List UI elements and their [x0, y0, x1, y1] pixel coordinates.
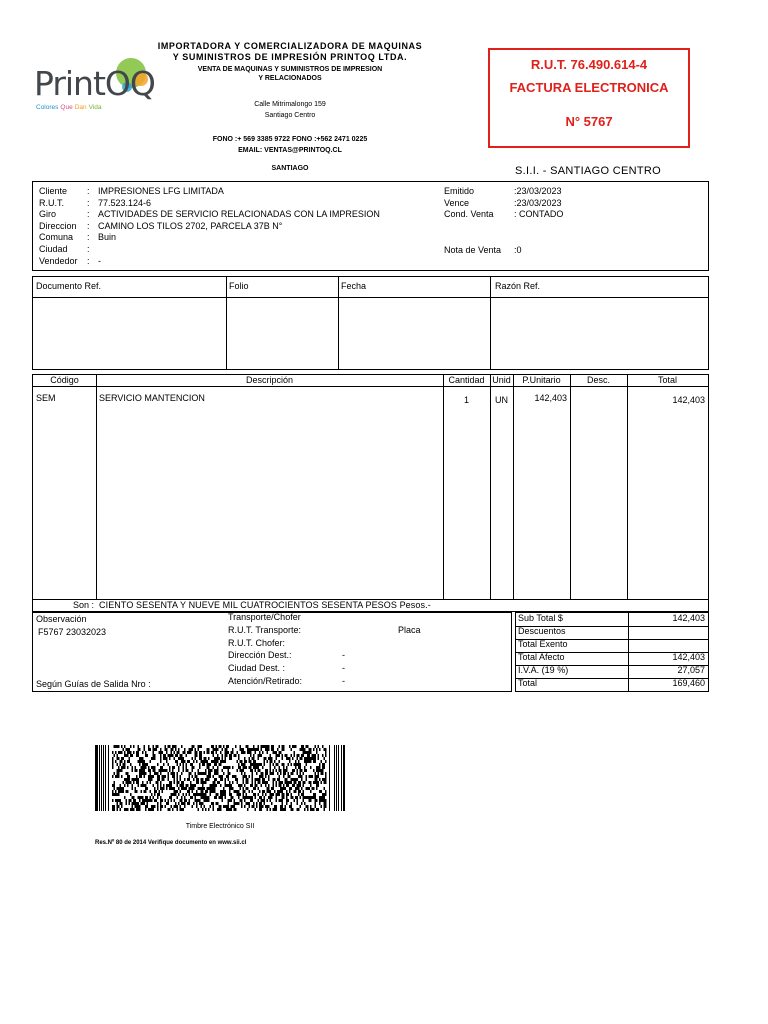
transport-field-label: R.U.T. Transporte: [228, 624, 302, 635]
total-value: 169,460 [672, 678, 705, 688]
customer-field-value: ACTIVIDADES DE SERVICIO RELACIONADAS CON LA IMPRESION [98, 209, 380, 220]
transport-field-label: Ciudad Dest. : [228, 663, 286, 674]
col-header-code: Código [50, 375, 79, 385]
date-field-label: Emitido [444, 186, 475, 196]
transport-field-value: - [342, 650, 345, 661]
company-address-line2: Santiago Centro [264, 112, 316, 119]
sii-document-box [488, 48, 690, 148]
customer-field-value: CAMINO LOS TILOS 2702, PARCELA 37B N° [98, 220, 283, 231]
customer-field-sep: : [87, 244, 90, 254]
total-label: I.V.A. (19 %) [518, 665, 569, 675]
transport-field-value: - [342, 676, 345, 686]
ref-header-reason: Razón Ref. [495, 281, 541, 291]
transport-field-label: Dirección Dest.: [228, 650, 292, 661]
date-field-label: Nota de Venta [444, 245, 502, 255]
company-activity-line1: VENTA DE MAQUINAS Y SUMINISTROS DE IMPRESION [197, 66, 383, 73]
date-field-value: :23/03/2023 [514, 186, 562, 196]
total-label: Total Exento [518, 639, 568, 649]
col-header-description: Descripción [245, 375, 294, 385]
total-value: 142,403 [672, 613, 705, 623]
customer-field-label: Cliente [39, 186, 68, 196]
company-email: EMAIL: VENTAS@PRINTOQ.CL [238, 147, 342, 154]
document-type: FACTURA ELECTRONICA [509, 80, 669, 95]
timbre-label: Timbre Electrónico SII [185, 823, 255, 830]
company-name-line2: Y SUMINISTROS DE IMPRESIÓN PRINTOQ LTDA. [172, 52, 408, 62]
ref-header-document: Documento Ref. [36, 281, 102, 291]
transport-field-label: Atención/Retirado: [228, 676, 303, 686]
col-header-discount: Desc. [586, 375, 610, 385]
observacion-value: F5767 23032023 [38, 627, 107, 637]
total-label: Descuentos [518, 626, 566, 636]
customer-field-value: Buin [98, 232, 117, 243]
customer-field-sep: : [87, 186, 90, 196]
ref-header-folio: Folio [229, 281, 249, 291]
col-header-unit-price: P.Unitario [522, 375, 561, 385]
document-number: N° 5767 [565, 114, 613, 129]
company-name-line1: IMPORTADORA Y COMERCIALIZADORA DE MAQUINAS [157, 41, 423, 51]
son-label: Son : [73, 600, 95, 610]
timbre-barcode [95, 745, 345, 811]
date-field-label: Cond. Venta [444, 209, 494, 220]
company-city: SANTIAGO [271, 165, 309, 172]
customer-field-sep: : [87, 232, 90, 243]
customer-field-sep: : [87, 220, 90, 231]
customer-field-sep: : [87, 255, 90, 266]
items-table [32, 374, 709, 612]
customer-field-label: Direccion [39, 220, 77, 231]
amount-in-words: CIENTO SESENTA Y NUEVE MIL CUATROCIENTOS SESENTA PESOS Pesos.- [99, 600, 431, 610]
customer-field-label: Vendedor [39, 255, 78, 266]
logo-tagline: Colores Que Dan Vida [36, 104, 102, 111]
sii-office: S.I.I. - SANTIAGO CENTRO [515, 165, 661, 177]
date-field-value: :0 [514, 245, 522, 255]
col-header-unit: Unid [492, 375, 511, 385]
transport-field-value: - [342, 663, 345, 674]
company-activity-line2: Y RELACIONADOS [258, 75, 322, 82]
customer-field-value: IMPRESIONES LFG LIMITADA [98, 186, 224, 196]
issuer-rut: R.U.T. 76.490.614-4 [530, 57, 648, 72]
customer-field-label: Ciudad [39, 244, 68, 254]
total-value: 27,057 [677, 665, 705, 675]
timbre-resolution: Res.Nº 80 de 2014 Verifique documento en www.sii.cl [95, 840, 247, 846]
transport-field-label: R.U.T. Chofer: [228, 637, 286, 648]
customer-field-value: 77.523.124-6 [98, 197, 152, 208]
logo-wordmark: PrintOQ [34, 64, 155, 103]
item-description: SERVICIO MANTENCION [99, 393, 205, 403]
customer-field-sep: : [87, 197, 90, 208]
total-label: Total [518, 678, 538, 688]
date-field-value: : CONTADO [514, 209, 564, 220]
guias-label: Según Guías de Salida Nro : [36, 679, 151, 689]
col-header-total: Total [657, 375, 677, 385]
total-value: 142,403 [672, 652, 705, 662]
customer-field-label: R.U.T. [39, 197, 65, 208]
total-label: Total Afecto [518, 652, 565, 662]
company-logo [34, 64, 155, 120]
customer-field-sep: : [87, 209, 90, 220]
company-address-line1: Calle Mitrimalongo 159 [254, 101, 326, 108]
customer-field-label: Giro [39, 209, 57, 220]
item-unit-price: 142,403 [534, 393, 567, 403]
total-label: Sub Total $ [518, 613, 563, 623]
col-header-quantity: Cantidad [448, 375, 485, 385]
transport-field-label: Transporte/Chofer [228, 612, 301, 622]
references-table [32, 276, 709, 370]
observacion-label: Observación [36, 614, 87, 624]
item-unit: UN [495, 395, 508, 405]
date-field-value: :23/03/2023 [514, 197, 562, 208]
ref-header-date: Fecha [341, 281, 367, 291]
customer-field-label: Comuna [39, 232, 74, 243]
customer-field-value: - [98, 255, 101, 266]
item-quantity: 1 [463, 395, 469, 405]
item-code: SEM [36, 393, 56, 403]
date-field-label: Vence [444, 197, 470, 208]
transport-field-value: Placa [398, 624, 421, 635]
company-phones: FONO :+ 569 3385 9722 FONO :+562 2471 0225 [212, 136, 368, 143]
item-total: 142,403 [672, 395, 705, 405]
